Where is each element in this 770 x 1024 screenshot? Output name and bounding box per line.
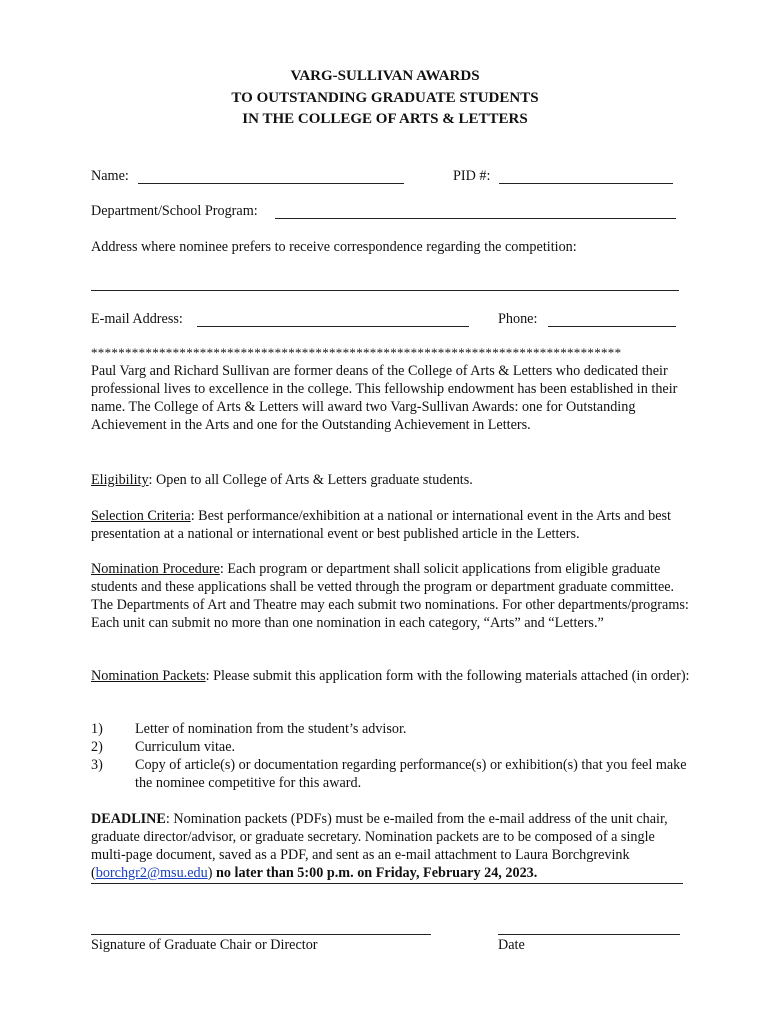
selection-text: : Best performance/exhibition at a national or international event in the Arts and best presentation at a national or international event or best published article in the Letters. (91, 508, 671, 542)
email-field[interactable] (197, 326, 469, 327)
phone-label: Phone: (498, 311, 538, 327)
procedure-heading: Nomination Procedure (91, 561, 220, 577)
date-label: Date (498, 937, 525, 953)
deadline-paragraph (91, 810, 683, 882)
contact-email-link[interactable]: borchgr2@msu.edu (95, 865, 208, 881)
form-title (0, 66, 770, 131)
list-item-number: 3) (91, 757, 103, 773)
eligibility-paragraph (91, 471, 691, 489)
list-item-text: Letter of nomination from the student’s advisor. (135, 721, 407, 737)
pid-label: PID #: (453, 168, 491, 184)
signature-label: Signature of Graduate Chair or Director (91, 937, 318, 953)
asterisk-separator: ****************************************************************************** (91, 346, 622, 360)
pid-field[interactable] (499, 183, 673, 184)
title-line-1: VARG-SULLIVAN AWARDS (290, 68, 480, 84)
eligibility-text: : Open to all College of Arts & Letters graduate students. (148, 472, 473, 488)
list-item-text: Curriculum vitae. (135, 739, 236, 755)
signature-line[interactable] (91, 934, 431, 935)
deadline-heading: DEADLINE (91, 811, 166, 827)
procedure-paragraph (91, 560, 691, 632)
deadline-close-paren: ) (207, 865, 213, 881)
selection-heading: Selection Criteria (91, 508, 191, 524)
title-line-3: IN THE COLLEGE OF ARTS & LETTERS (242, 111, 528, 127)
phone-field[interactable] (548, 326, 676, 327)
list-item-number: 1) (91, 721, 103, 737)
packets-paragraph (91, 667, 691, 685)
name-label: Name: (91, 168, 129, 184)
eligibility-heading: Eligibility (91, 472, 149, 488)
packets-heading: Nomination Packets (91, 668, 206, 684)
deadline-divider (91, 883, 683, 884)
list-item-text: Copy of article(s) or documentation regarding performance(s) or exhibition(s) that you feel make the nominee competitive for this award. (135, 757, 687, 791)
address-field[interactable] (91, 290, 679, 291)
title-line-2: TO OUTSTANDING GRADUATE STUDENTS (231, 89, 539, 106)
deadline-text: : Nomination packets (PDFs) must be e-mailed from the e-mail address of the unit chair, graduate director/advisor, or graduate secretary. Nomination packets are to be composed of a single multi-page document, saved as a PDF, and sent as an e-mail attachment to Laura Borchgrevink ( (91, 811, 668, 881)
procedure-text: : Each program or department shall solicit applications from eligible graduate students and these applications shall be vetted through the program or department graduate committee. The Departments of Art and Theatre may each submit two nominations. For other departments/programs: Each unit can submit no more than one nomination in each category, “Arts” and “Letters.” (91, 561, 689, 631)
selection-paragraph (91, 507, 691, 543)
deadline-bold-text: no later than 5:00 p.m. on Friday, February 24, 2023. (212, 865, 538, 881)
packets-text: : Please submit this application form with the following materials attached (in order): (205, 668, 690, 684)
department-field[interactable] (275, 218, 676, 219)
address-label: Address where nominee prefers to receive correspondence regarding the competition: (91, 239, 577, 255)
department-label: Department/School Program: (91, 203, 258, 219)
list-item-number: 2) (91, 739, 103, 755)
intro-paragraph: Paul Varg and Richard Sullivan are former deans of the College of Arts & Letters who dedicated their professional lives to excellence in the college. This fellowship endowment has been established in their name. The College of Arts & Letters will award two Varg-Sullivan Awards: one for Outstanding Achievement in the Arts and one for the Outstanding Achievement in Letters. (91, 363, 678, 433)
name-field[interactable] (138, 183, 404, 184)
email-label: E-mail Address: (91, 311, 183, 327)
date-line[interactable] (498, 934, 680, 935)
